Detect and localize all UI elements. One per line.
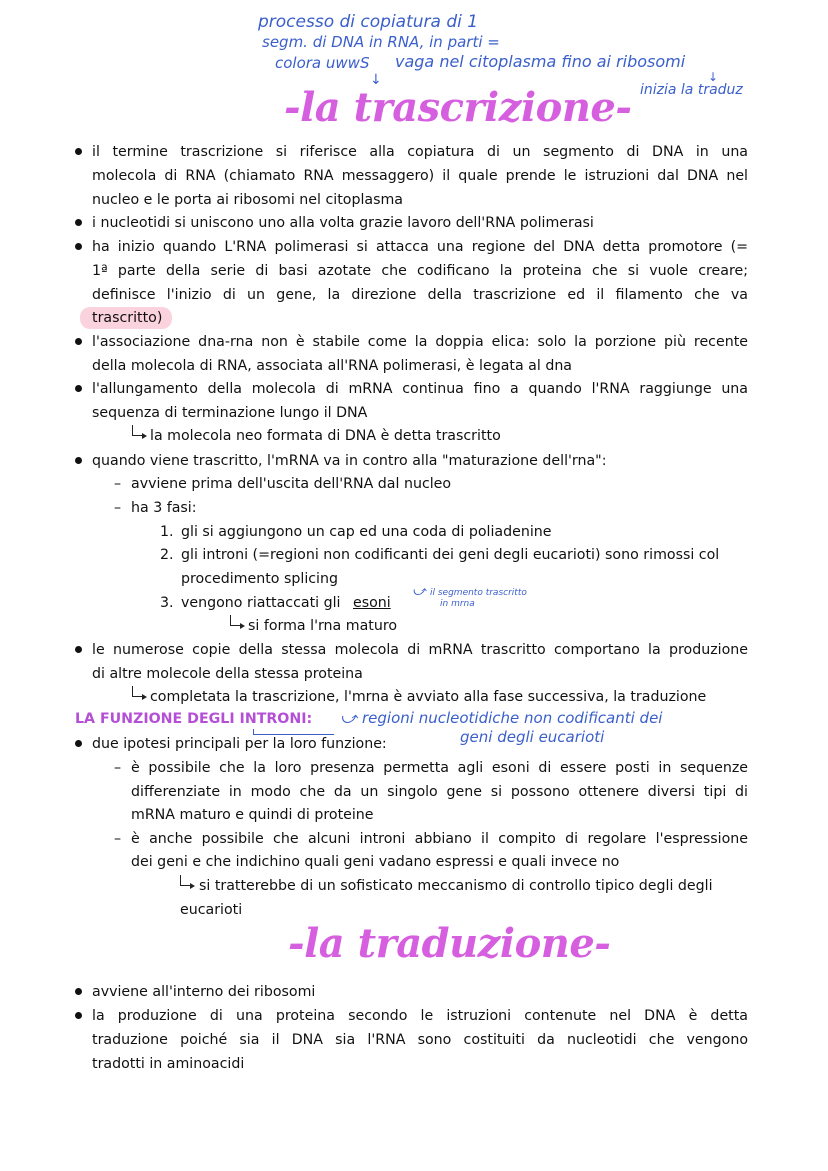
curve-arrow-icon: ⤻	[340, 708, 358, 727]
para5-line1: l'allungamento della molecola di mRNA continua fino a quando l'RNA raggiunge una	[92, 381, 748, 397]
para8-sub-a: si tratterebbe di un sofisticato meccanismo di controllo tipico degli degli	[199, 878, 713, 894]
para6-dash2: ha 3 fasi:	[131, 500, 197, 516]
para8-line1: due ipotesi principali per la loro funzione:	[92, 736, 387, 752]
step-number: 2.	[160, 547, 174, 563]
para3-line1: ha inizio quando L'RNA polimerasi si attacca una regione del DNA detta promotore (=	[92, 239, 748, 255]
dash-marker: –	[114, 760, 122, 776]
section-heading-introni: LA FUNZIONE DEGLI INTRONI:	[75, 711, 313, 727]
note-top-line3: colora uwwS	[275, 54, 370, 72]
para8-sub-b: eucarioti	[180, 902, 243, 918]
para6-step3: vengono riattaccati gli	[181, 595, 341, 611]
step-number: 3.	[160, 595, 174, 611]
introni-note2: geni degli eucarioti	[460, 728, 605, 746]
para8-dash2a: è anche possibile che alcuni introni abbiano il compito di regolare l'espressione	[131, 831, 748, 847]
para3-line2: 1ª parte della serie di basi azotate che codificano la proteina che si vuole creare;	[92, 263, 748, 279]
para9: avviene all'interno dei ribosomi	[92, 984, 316, 1000]
para5-line2: sequenza di terminazione lungo il DNA	[92, 405, 368, 421]
curve-arrow-icon: ⤻	[412, 584, 426, 599]
para10-line3: tradotti in aminoacidi	[92, 1056, 245, 1072]
esoni-note2: in mrna	[440, 599, 475, 609]
bullet-icon	[75, 148, 82, 155]
dash-marker: –	[114, 500, 122, 516]
bullet-icon	[75, 1012, 82, 1019]
para8-dash1b: differenziate in modo che da un singolo gene si possono ottenere diversi tipi di	[131, 784, 748, 800]
para8-dash2b: dei geni e che indichino quali geni vadano espressi e quali invece no	[131, 854, 620, 870]
para6-sub: si forma l'rna maturo	[248, 618, 398, 634]
para1-line2: molecola di RNA (chiamato RNA messaggero) il quale prende le istruzioni dal DNA nel	[92, 168, 748, 184]
note-top-line3b: vaga nel citoplasma fino ai ribosomi	[395, 52, 686, 71]
para4-line1: l'associazione dna-rna non è stabile come la doppia elica: solo la porzione più recente	[92, 334, 748, 350]
para2: i nucleotidi si uniscono uno alla volta grazie lavoro dell'RNA polimerasi	[92, 215, 594, 231]
para1-line3: nucleo e le porta ai ribosomi nel citoplasma	[92, 192, 404, 208]
para1-line1: il termine trascrizione si riferisce alla copiatura di un segmento di DNA in una	[92, 144, 748, 160]
down-arrow-icon: ↓	[370, 72, 382, 88]
esoni-word: esoni	[353, 595, 391, 611]
sub-arrow-icon	[230, 615, 240, 626]
para8-dash1a: è possibile che la loro presenza permetta agli esoni di essere posti in sequenze	[131, 760, 748, 776]
note-top-line1: processo di copiatura di 1	[258, 12, 479, 32]
bullet-icon	[75, 646, 82, 653]
para6-line1: quando viene trascritto, l'mRNA va in contro alla "maturazione dell'rna":	[92, 453, 607, 469]
note-top-line4: inizia la traduz	[640, 82, 743, 98]
sub-arrow-icon	[132, 425, 142, 436]
dash-marker: –	[114, 476, 122, 492]
bullet-icon	[75, 219, 82, 226]
bullet-icon	[75, 338, 82, 345]
page-title-trascrizione: -la trascrizione-	[284, 84, 632, 131]
bullet-icon	[75, 243, 82, 250]
para10-line2: traduzione poiché sia il DNA sia l'RNA sono costituiti da nucleotidi che vengono	[92, 1032, 748, 1048]
para3-line4: trascritto)	[92, 310, 163, 326]
para6-step2b: procedimento splicing	[181, 571, 338, 587]
para8-dash1c: mRNA maturo e quindi di proteine	[131, 807, 374, 823]
sub-arrow-icon	[180, 875, 190, 886]
para6-dash1: avviene prima dell'uscita dell'RNA dal nucleo	[131, 476, 452, 492]
down-arrow-icon: ↓	[708, 70, 719, 84]
note-top-line2: segm. di DNA in RNA, in parti =	[262, 33, 500, 51]
para6-step1: gli si aggiungono un cap ed una coda di poliadenine	[181, 524, 552, 540]
para7-line1: le numerose copie della stessa molecola di mRNA trascritto comportano la produzione	[92, 642, 748, 658]
bullet-icon	[75, 988, 82, 995]
para10-line1: la produzione di una proteina secondo le istruzioni contenute nel DNA è detta	[92, 1008, 748, 1024]
bullet-icon	[75, 457, 82, 464]
sub-arrow-icon	[132, 686, 142, 697]
introni-note1: regioni nucleotidiche non codificanti dei	[362, 709, 663, 727]
para3-line3: definisce l'inizio di un gene, la direzione della trascrizione ed il filamento che va	[92, 287, 748, 303]
bullet-icon	[75, 385, 82, 392]
para7-sub: completata la trascrizione, l'mrna è avviato alla fase successiva, la traduzione	[150, 689, 707, 705]
esoni-note1: il segmento trascritto	[430, 588, 527, 598]
bullet-icon	[75, 740, 82, 747]
para7-line2: di altre molecole della stessa proteina	[92, 666, 363, 682]
dash-marker: –	[114, 831, 122, 847]
para5-sub: la molecola neo formata di DNA è detta trascritto	[150, 428, 501, 444]
para4-line2: della molecola di RNA, associata all'RNA polimerasi, è legata al dna	[92, 358, 573, 374]
step-number: 1.	[160, 524, 174, 540]
para6-step2a: gli introni (=regioni non codificanti dei geni degli eucarioti) sono rimossi col	[181, 547, 720, 563]
page-title-traduzione: -la traduzione-	[288, 920, 611, 967]
